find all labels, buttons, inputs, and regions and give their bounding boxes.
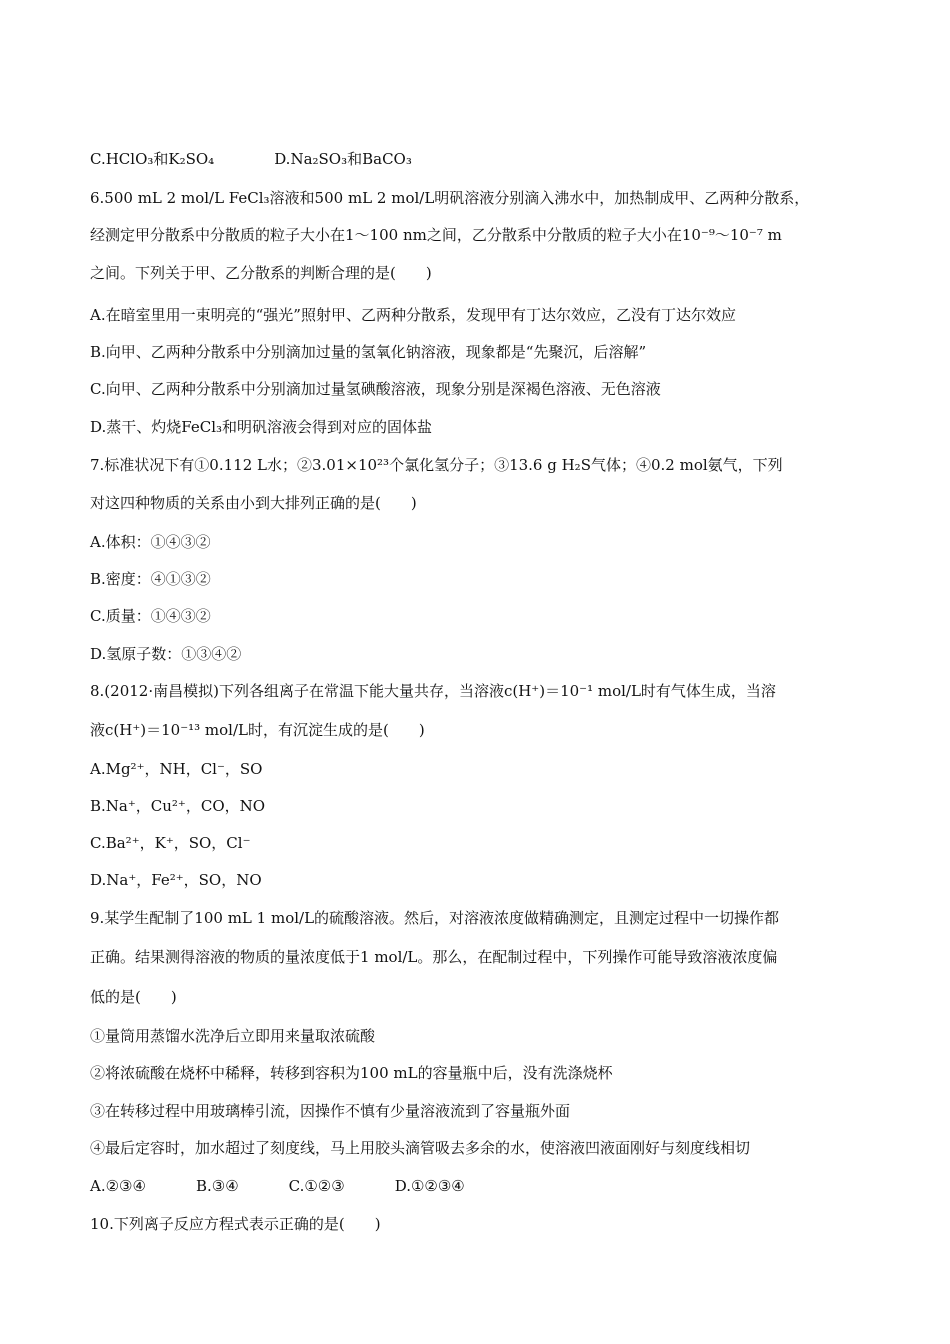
q7-stem-line-1: 7.标准状况下有①0.112 L水；②3.01×10²³个氯化氢分子；③13.6 g H₂S气体；④0.2 mol氨气，下列: [90, 456, 783, 474]
q9-stem-line-1: 9.某学生配制了100 mL 1 mol/L的硫酸溶液。然后，对溶液浓度做精确测定，且测定过程中一切操作都: [90, 909, 780, 927]
q7-option-c: C.质量：①④③②: [90, 607, 211, 625]
q9-option-b: B.③④: [195, 1177, 239, 1195]
q6-stem-line-1: 6.500 mL 2 mol/L FeCl₃溶液和500 mL 2 mol/L明矾溶液分别滴入沸水中，加热制成甲、乙两种分散系，: [90, 189, 810, 207]
q8-option-d: D.Na⁺，Fe²⁺，SO，NO: [90, 871, 262, 889]
q9-item-1: ①量筒用蒸馏水洗净后立即用来量取浓硫酸: [90, 1027, 376, 1045]
q5-options-cd: [90, 150, 412, 168]
q6-option-c: C.向甲、乙两种分散系中分别滴加过量氢碘酸溶液，现象分别是深褐色溶液、无色溶液: [90, 380, 661, 398]
q5-option-d: D.Na₂SO₃和BaCO₃: [274, 150, 412, 168]
q7-option-d: D.氢原子数：①③④②: [90, 645, 242, 663]
q7-option-b: B.密度：④①③②: [90, 570, 211, 588]
q6-stem-line-2: 经测定甲分散系中分散质的粒子大小在1～100 nm之间，乙分散系中分散质的粒子大小在10⁻⁹～10⁻⁷ m: [90, 226, 782, 244]
q7-option-a: A.体积：①④③②: [90, 533, 211, 551]
q9-option-d: D.①②③④: [394, 1177, 465, 1195]
q8-stem-line-2: 液c(H⁺)＝10⁻¹³ mol/L时，有沉淀生成的是( ): [90, 721, 425, 739]
q8-option-c: C.Ba²⁺，K⁺，SO，Cl⁻: [90, 834, 251, 852]
q6-stem-line-3: 之间。下列关于甲、乙分散系的判断合理的是( ): [90, 264, 432, 282]
q6-option-d: D.蒸干、灼烧FeCl₃和明矾溶液会得到对应的固体盐: [90, 418, 433, 436]
q9-option-c: C.①②③: [288, 1177, 345, 1195]
q5-option-c: C.HClO₃和K₂SO₄: [90, 150, 215, 168]
q9-item-3: ③在转移过程中用玻璃棒引流，因操作不慎有少量溶液流到了容量瓶外面: [90, 1102, 571, 1120]
q9-item-2: ②将浓硫酸在烧杯中稀释，转移到容积为100 mL的容量瓶中后，没有洗涤烧杯: [90, 1064, 613, 1082]
q9-option-a: A.②③④: [90, 1177, 146, 1195]
q10-stem: 10.下列离子反应方程式表示正确的是( ): [90, 1215, 381, 1233]
q6-option-a: A.在暗室里用一束明亮的“强光”照射甲、乙两种分散系，发现甲有丁达尔效应，乙没有丁达尔效应: [90, 306, 736, 324]
q9-item-4: ④最后定容时，加水超过了刻度线，马上用胶头滴管吸去多余的水，使溶液凹液面刚好与刻度线相切: [90, 1139, 751, 1157]
q9-stem-line-3: 低的是( ): [90, 988, 177, 1006]
q9-options: [90, 1177, 465, 1195]
q6-option-b: B.向甲、乙两种分散系中分别滴加过量的氢氧化钠溶液，现象都是“先聚沉，后溶解”: [90, 343, 647, 361]
q8-option-b: B.Na⁺，Cu²⁺，CO，NO: [90, 797, 266, 815]
q8-option-a: A.Mg²⁺，NH，Cl⁻，SO: [90, 760, 263, 778]
q8-stem-line-1: 8.(2012·南昌模拟)下列各组离子在常温下能大量共存，当溶液c(H⁺)＝10⁻¹ mol/L时有气体生成，当溶: [90, 682, 776, 700]
q9-stem-line-2: 正确。结果测得溶液的物质的量浓度低于1 mol/L。那么，在配制过程中，下列操作可能导致溶液浓度偏: [90, 948, 778, 966]
q7-stem-line-2: 对这四种物质的关系由小到大排列正确的是( ): [90, 494, 417, 512]
